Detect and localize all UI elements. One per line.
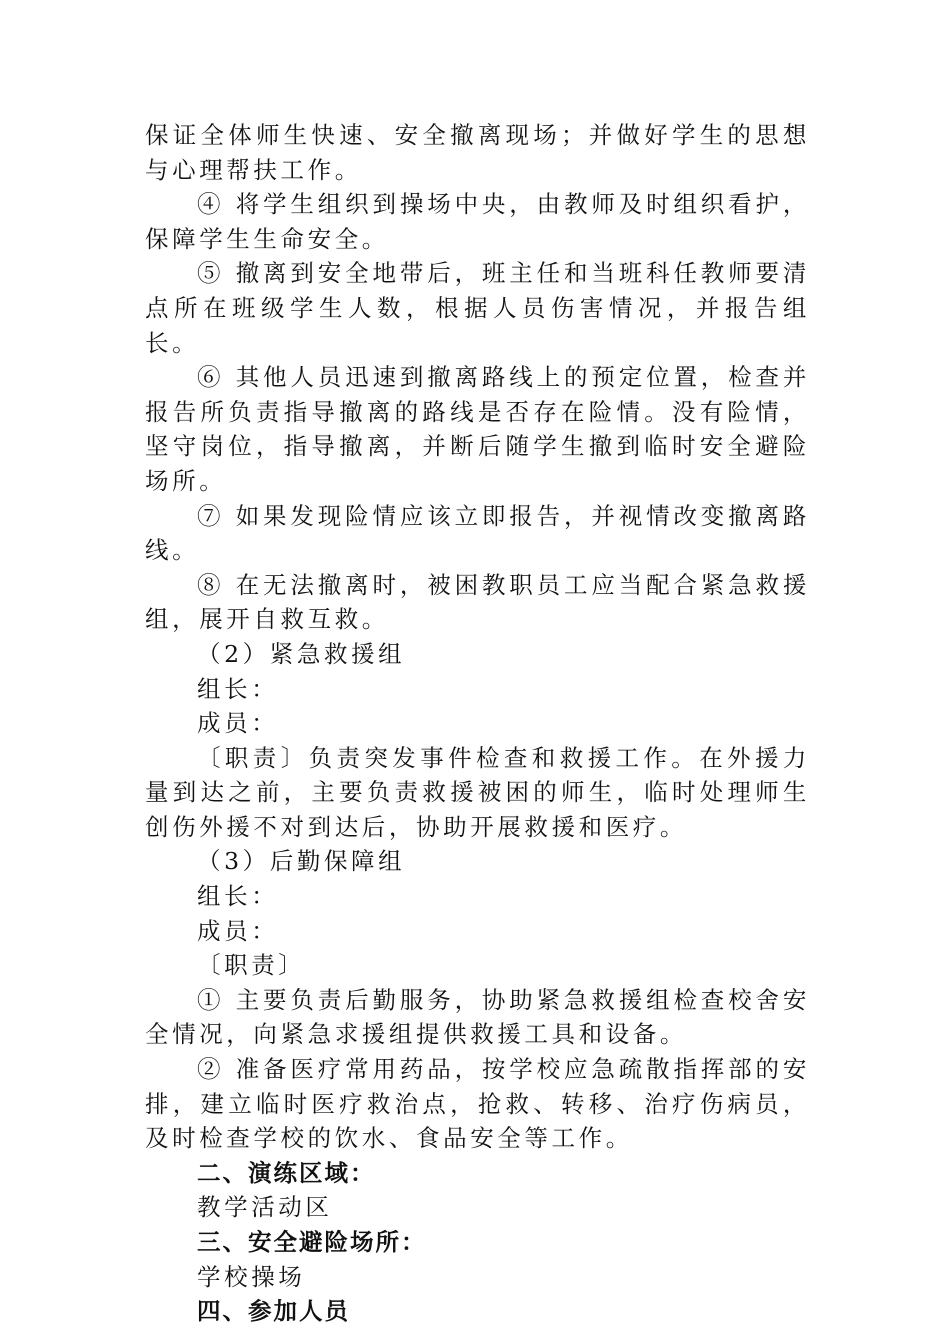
logistics-group-leader: 组长： <box>197 882 279 911</box>
paragraph-step-5: ⑤ 撤离到安全地带后，班主任和当班科任教师要清点所在班级学生人数，根据人员伤害情况，并报告组长。 <box>145 259 810 357</box>
rescue-group-leader: 组长： <box>197 674 279 703</box>
paragraph-step-4: ④ 将学生组织到操场中央，由教师及时组织看护，保障学生生命安全。 <box>145 190 810 253</box>
section-logistics-group: （3）后勤保障组 <box>197 847 406 876</box>
paragraph-step-6: ⑥ 其他人员迅速到撤离路线上的预定位置，检查并报告所负责指导撤离的路线是否存在险情。没有险情，坚守岗位，指导撤离，并断后随学生撤到临时安全避险场所。 <box>145 363 810 495</box>
paragraph-step-7: ⑦ 如果发现险情应该立即报告，并视情改变撤离路线。 <box>145 501 810 565</box>
logistics-duties-label: 〔职责〕 <box>197 951 306 980</box>
section-rescue-group: （2）紧急救援组 <box>197 639 406 668</box>
heading-safe-shelter: 三、安全避险场所： <box>197 1228 427 1256</box>
rescue-group-members: 成员： <box>197 709 279 738</box>
paragraph-step-8: ⑧ 在无法撤离时，被困教职员工应当配合紧急救援组，展开自救互救。 <box>145 570 810 634</box>
paragraph-evacuate-intro: 保证全体师生快速、安全撤离现场；并做好学生的思想与心理帮扶工作。 <box>145 121 810 184</box>
logistics-group-members: 成员： <box>197 916 279 945</box>
logistics-duty-1: ① 主要负责后勤服务，协助紧急救援组检查校舍安全情况，向紧急求援组提供救援工具和设备。 <box>145 985 810 1049</box>
rescue-group-duties: 〔职责〕负责突发事件检查和救援工作。在外援力量到达之前，主要负责救援被困的师生，临时处理师生创伤外援不对到达后，协助开展救援和医疗。 <box>145 743 810 841</box>
document-page <box>145 118 810 1329</box>
drill-area-value: 教学活动区 <box>197 1193 333 1222</box>
heading-participants: 四、参加人员 <box>197 1297 350 1326</box>
heading-drill-area: 二、演练区域： <box>197 1158 376 1187</box>
logistics-duty-2: ② 准备医疗常用药品，按学校应急疏散指挥部的安排，建立临时医疗救治点，抢救、转移、治疗伤病员，及时检查学校的饮水、食品安全等工作。 <box>145 1055 810 1153</box>
safe-shelter-value: 学校操场 <box>197 1262 306 1291</box>
